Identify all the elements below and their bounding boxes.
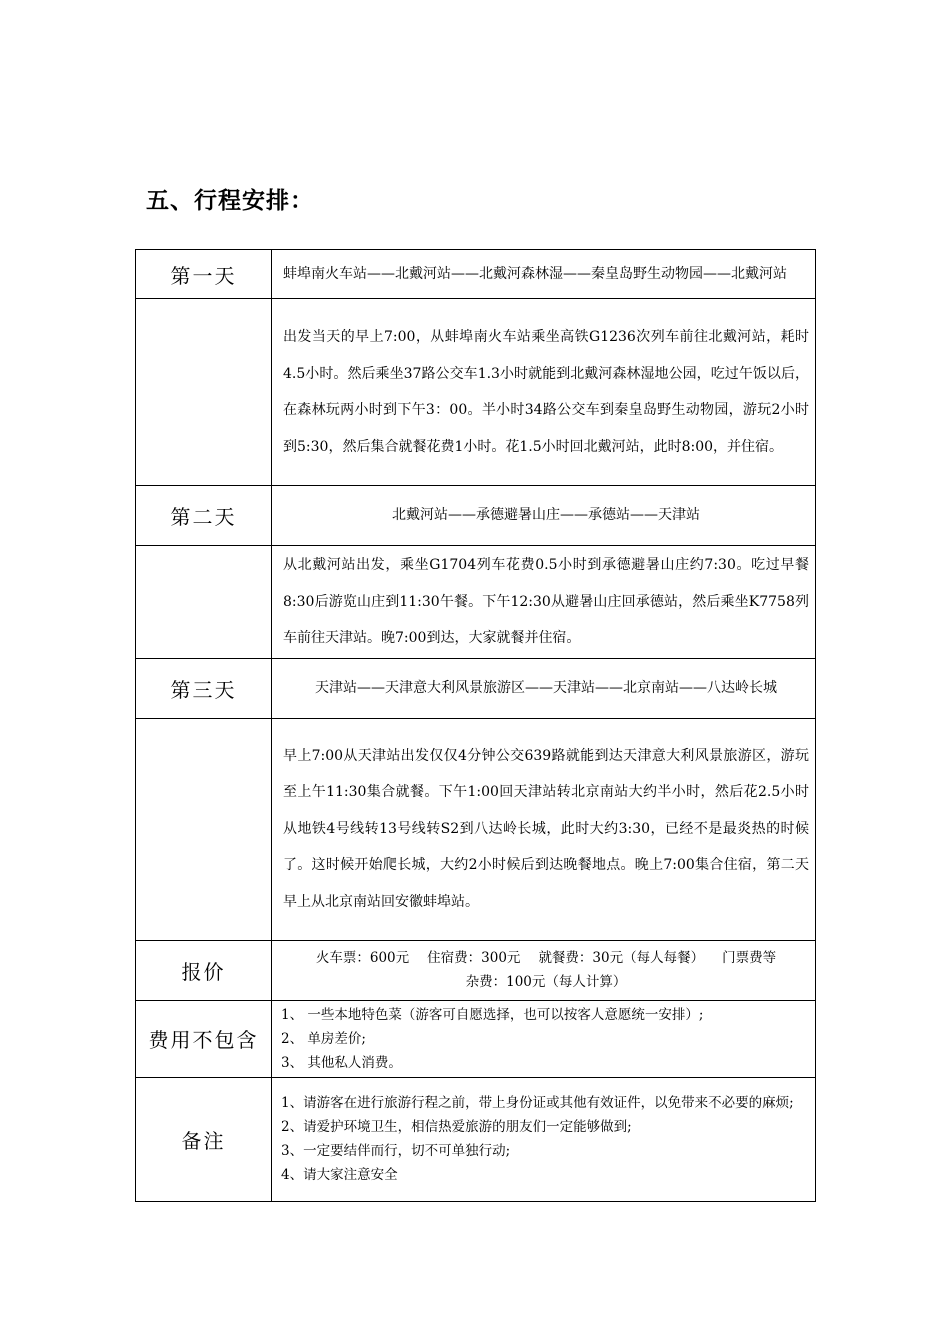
day-1-details: 出发当天的早上7:00，从蚌埠南火车站乘坐高铁G1236次列车前往北戴河站，耗时4.5小时。然后乘坐37路公交车1.3小时就能到北戴河森林湿地公园，吃过午饭以后，在森林玩两小时到下午3：00。半小时34路公交车到秦皇岛野生动物园，游玩2小时到5:30，然后集合就餐花费1小时。花1.5小时回北戴河站，此时8:00，并住宿。: [272, 299, 816, 486]
day-3-label: 第三天: [136, 658, 272, 718]
remark-item: 2、请爱护环境卫生，相信热爱旅游的朋友们一定能够做到;: [281, 1119, 632, 1135]
day-1-details-row: [136, 299, 816, 486]
price-lodging: 住宿费：300元: [427, 950, 521, 966]
day-2-label: 第二天: [136, 486, 272, 546]
day-2-empty-cell: [136, 546, 272, 659]
excluded-item: 2、 单房差价;: [281, 1030, 366, 1047]
day-1-route-row: [136, 250, 816, 299]
excluded-item: 1、 一些本地特色菜（游客可自愿选择，也可以按客人意愿统一安排）;: [281, 1006, 704, 1023]
day-1-empty-cell: [136, 299, 272, 486]
day-1-label: 第一天: [136, 250, 272, 299]
remarks-label: 备注: [136, 1077, 272, 1201]
price-misc: 杂费：100元（每人计算）: [465, 974, 627, 990]
day-3-empty-cell: [136, 718, 272, 940]
price-label: 报价: [136, 940, 272, 1000]
day-3-route: 天津站——天津意大利风景旅游区——天津站——北京南站——八达岭长城: [272, 658, 816, 718]
day-2-details-row: [136, 546, 816, 659]
excluded-row: [136, 1000, 816, 1077]
price-row: [136, 940, 816, 1000]
remark-item: 3、一定要结伴而行，切不可单独行动;: [281, 1143, 511, 1159]
itinerary-table: [135, 249, 816, 1202]
day-2-route: 北戴河站——承德避暑山庄——承德站——天津站: [272, 486, 816, 546]
remarks-row: [136, 1077, 816, 1201]
excluded-label: 费用不包含: [136, 1000, 272, 1077]
excluded-list: [272, 1000, 816, 1077]
day-3-details-row: [136, 718, 816, 940]
excluded-item: 3、 其他私人消费。: [281, 1054, 402, 1071]
price-tickets: 门票费等: [722, 950, 777, 966]
price-details: [272, 940, 816, 1000]
day-1-route: 蚌埠南火车站——北戴河站——北戴河森林湿——秦皇岛野生动物园——北戴河站: [272, 250, 816, 299]
section-title: 五、行程安排：: [146, 188, 314, 214]
day-3-details: 早上7:00从天津站出发仅仅4分钟公交639路就能到达天津意大利风景旅游区，游玩至上午11:30集合就餐。下午1:00回天津站转北京南站大约半小时，然后花2.5小时从地铁4号线转13号线转S2到八达岭长城，此时大约3:30，已经不是最炎热的时候了。这时候开始爬长城，大约2小时候后到达晚餐地点。晚上7:00集合住宿，第二天早上从北京南站回安徽蚌埠站。: [272, 718, 816, 940]
remarks-list: [272, 1077, 816, 1201]
day-3-route-row: [136, 658, 816, 718]
day-2-route-row: [136, 486, 816, 546]
remark-item: 4、请大家注意安全: [281, 1167, 398, 1183]
day-2-details: 从北戴河站出发，乘坐G1704列车花费0.5小时到承德避暑山庄约7:30。吃过早餐8:30后游览山庄到11:30午餐。下午12:30从避暑山庄回承德站，然后乘坐K7758列车前往天津站。晚7:00到达，大家就餐并住宿。: [272, 546, 816, 659]
price-meals: 就餐费：30元（每人每餐）: [538, 950, 705, 966]
remark-item: 1、请游客在进行旅游行程之前，带上身份证或其他有效证件，以免带来不必要的麻烦;: [281, 1095, 794, 1111]
price-train: 火车票：600元: [315, 950, 410, 966]
